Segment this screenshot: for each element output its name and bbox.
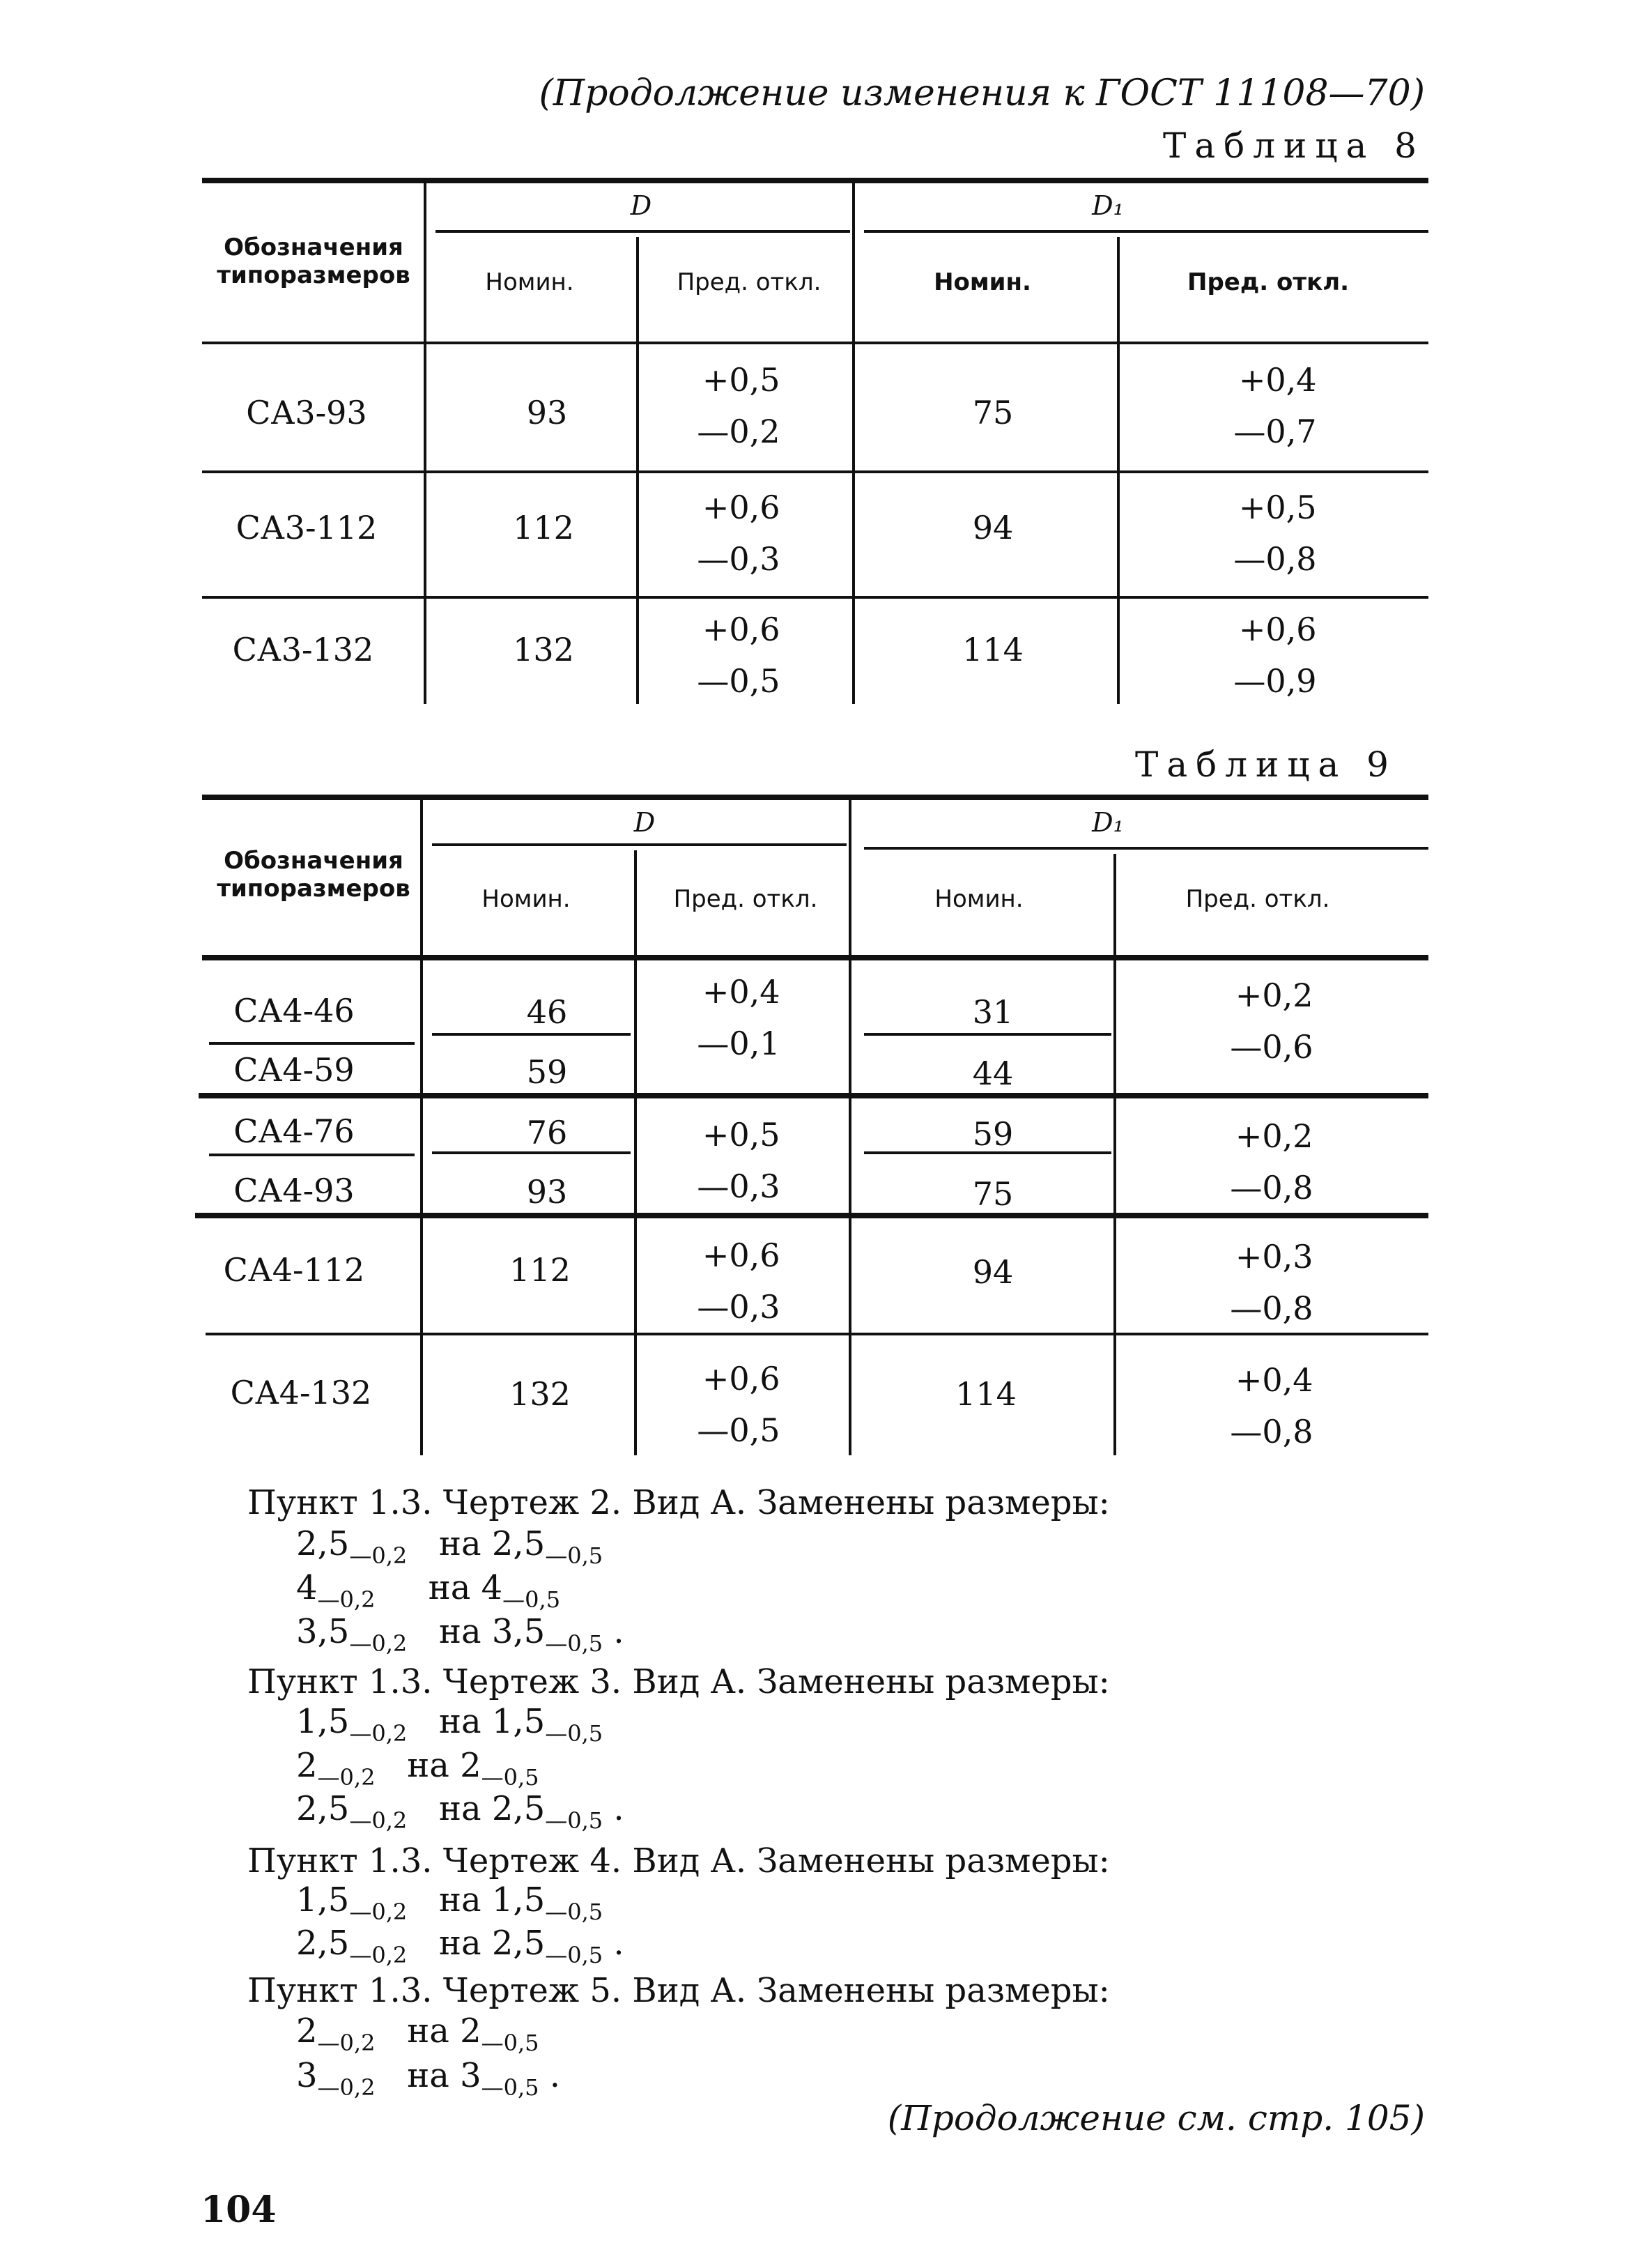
table9-col-d1: D₁ [1092,807,1124,838]
table8-col-d-dev: Пред. откл. [677,268,822,296]
table-row: 75 [972,1175,1014,1213]
table-row: 114 [955,1375,1017,1413]
table-row: СА4-59 [233,1051,355,1089]
table9-col-rule [634,850,637,1455]
list-item: $2_{—0,2}$ на $2_{—0,5}$ [296,2012,539,2056]
table9-col-d1-nom: Номин. [934,885,1024,913]
list-item: $1,5_{—0,2}$ на $1,5_{—0,5}$ [296,1880,603,1925]
table9-rule-d [432,843,847,846]
table8-col-rule [424,181,426,704]
table8-caption: Таблица 8 [1162,125,1425,166]
table-row: СА3-93 [246,394,367,431]
table-row: 59 [526,1053,568,1091]
table8-row-rule [202,470,1428,473]
table-row: 59 [972,1115,1014,1153]
table8-col-d1: D₁ [1092,190,1124,221]
table-row: +0,5 —0,3 [697,1116,780,1205]
table8-row-rule [202,596,1428,599]
table-row: +0,6 —0,5 [697,611,780,700]
table-row: 132 [509,1375,571,1413]
table-row: +0,6 —0,3 [697,1236,780,1326]
table9-row-rule [195,1213,1428,1218]
list-item: $1,5_{—0,2}$ на $1,5_{—0,5}$ [296,1702,603,1747]
table9-top-rule [202,795,1428,800]
table-row: +0,6 —0,5 [697,1360,780,1449]
section-title: Пункт 1.3. Чертеж 5. Вид А. Заменены размеры: [247,1971,1110,2010]
section-title: Пункт 1.3. Чертеж 4. Вид А. Заменены размеры: [247,1841,1110,1880]
table9-header-rule [202,955,1428,960]
table9-row-rule [432,1033,631,1036]
table-row: 93 [526,1173,568,1211]
table8-col-designation: Обозначения типоразмеров [217,233,410,289]
table9-col-rule [1113,854,1116,1455]
table-row: 44 [972,1055,1014,1092]
table8-col-rule [852,181,855,704]
page-footer: (Продолжение см. стр. 105) [887,2098,1425,2138]
table-row: +0,4 —0,1 [697,973,780,1062]
table-row: 132 [513,631,574,668]
table8-col-rule [1117,237,1120,704]
table-row: +0,2 —0,8 [1230,1117,1313,1206]
table-row: СА4-93 [233,1172,355,1209]
table-row: 114 [962,631,1024,668]
table8-top-rule [202,178,1428,183]
table9-caption: Таблица 9 [1134,744,1397,785]
table9-col-rule [420,800,423,1455]
list-item: $4_{—0,2}$ на $4_{—0,5}$ [296,1568,561,1613]
table-row: 75 [972,394,1014,431]
table-row: +0,6 —0,9 [1233,611,1317,700]
table-row: 31 [972,993,1014,1031]
table-row: СА3-112 [236,509,378,546]
table9-rule-d1 [864,847,1428,850]
table8-col-rule [636,237,639,704]
table-row: +0,4 —0,8 [1230,1361,1313,1450]
table8-col-d1-dev: Пред. откл. [1187,268,1350,296]
table9-row-rule [199,1093,1428,1098]
table8-rule-d1 [864,230,1428,233]
table8-rule-d [435,230,850,233]
table8-col-d: D [630,190,652,221]
table-row: +0,5 —0,2 [697,361,780,450]
section-title: Пункт 1.3. Чертеж 2. Вид А. Заменены размеры: [247,1483,1110,1522]
table-row: СА4-46 [233,992,355,1029]
table-row: +0,5 —0,8 [1233,489,1317,578]
table9-col-d-nom: Номин. [481,885,571,913]
table9-col-designation: Обозначения типоразмеров [217,847,410,903]
table9-col-d-dev: Пред. откл. [673,885,818,913]
table9-row-rule [209,1042,415,1045]
table-row: 112 [509,1251,571,1289]
table9-col-d1-dev: Пред. откл. [1185,885,1330,913]
list-item: $2_{—0,2}$ на $2_{—0,5}$ [296,1746,539,1791]
table-row: +0,3 —0,8 [1230,1238,1313,1327]
table-row: 94 [972,509,1014,546]
list-item: $2,5_{—0,2}$ на $2,5_{—0,5}$ . [296,1789,624,1834]
table-row: СА4-132 [230,1374,372,1411]
table-row: +0,2 —0,6 [1230,976,1313,1066]
table9-row-rule [432,1151,631,1154]
table9-row-rule [864,1033,1111,1036]
table8-header-rule [202,342,1428,344]
table-row: 94 [972,1253,1014,1291]
list-item: $2,5_{—0,2}$ на $2,5_{—0,5}$ [296,1524,603,1569]
table8-col-d-nom: Номин. [485,268,574,296]
page-number: 104 [201,2189,277,2231]
table-row: 112 [513,509,574,546]
table9-col-d: D [633,807,656,838]
page-header: (Продолжение изменения к ГОСТ 11108—70) [539,72,1425,114]
table-row: +0,4 —0,7 [1233,361,1317,450]
table-row: СА4-112 [223,1251,365,1289]
list-item: $3,5_{—0,2}$ на $3,5_{—0,5}$ . [296,1612,624,1657]
table-row: 93 [526,394,568,431]
table9-row-rule [209,1154,415,1156]
table-row: 76 [526,1114,568,1151]
list-item: $2,5_{—0,2}$ на $2,5_{—0,5}$ . [296,1924,624,1968]
table-row: СА3-132 [232,631,374,668]
table-row: +0,6 —0,3 [697,489,780,578]
table-row: СА4-76 [233,1112,355,1150]
table9-col-rule [849,800,851,1455]
table-row: 46 [526,993,568,1031]
section-title: Пункт 1.3. Чертеж 3. Вид А. Заменены размеры: [247,1662,1110,1701]
table8-col-d1-nom: Номин. [934,268,1031,296]
list-item: $3_{—0,2}$ на $3_{—0,5}$ . [296,2056,561,2101]
